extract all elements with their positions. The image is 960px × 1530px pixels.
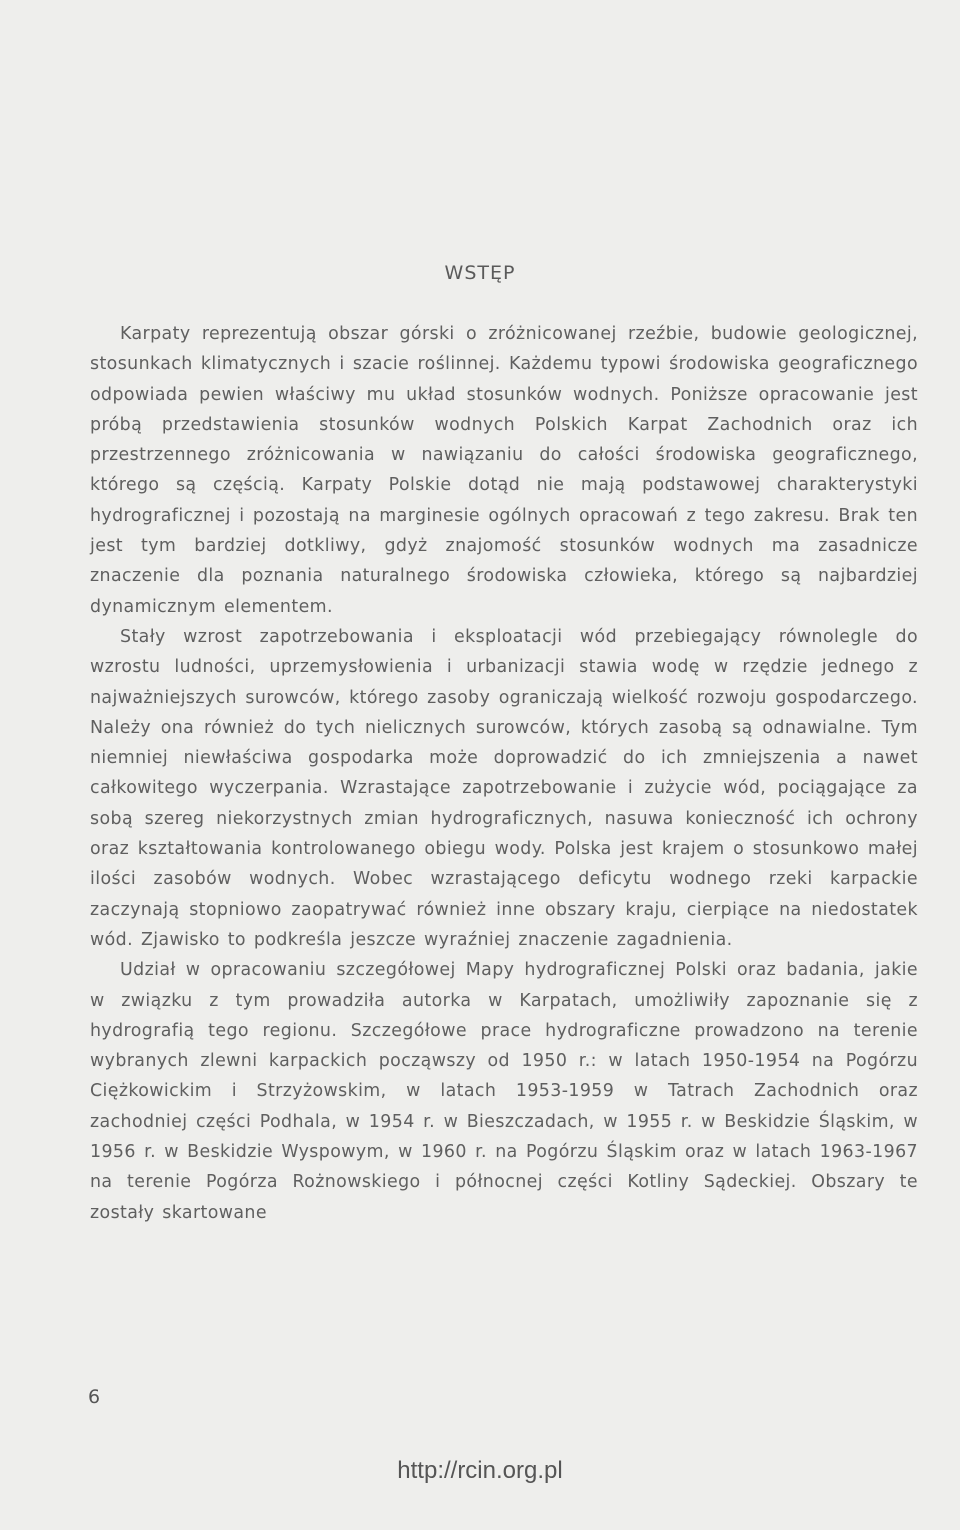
paragraph-1: Karpaty reprezentują obszar górski o zróżnicowanej rzeźbie, budowie geologicznej, stosunkach klimatycznych i szacie roślinnej. Każdemu typowi środowiska geograficznego odpowiada pewien właściwy mu układ stosunków wodnych. Poniższe opracowanie jest próbą przedstawienia stosunków wodnych Polskich Karpat Zachodnich oraz ich przestrzennego zróżnicowania w nawiązaniu do całości środowiska geograficznego, którego są częścią. Karpaty Polskie dotąd nie mają podstawowej charakterystyki hydrograficznej i pozostają na marginesie ogólnych opracowań z tego zakresu. Brak ten jest tym bardziej dotkliwy, gdyż znajomość stosunków wodnych ma zasadnicze znaczenie dla poznania naturalnego środowiska człowieka, którego są najbardziej dynamicznym elementem. <box>90 324 918 617</box>
body-text <box>90 319 918 1228</box>
paragraph-3: Udział w opracowaniu szczegółowej Mapy hydrograficznej Polski oraz badania, jakie w związku z tym prowadziła autorka w Karpatach, umożliwiły zapoznanie się z hydrografią tego regionu. Szczegółowe prace hydrograficzne prowadzono na terenie wybranych zlewni karpackich począwszy od 1950 r.: w latach 1950-1954 na Pogórzu Ciężkowickim i Strzyżowskim, w latach 1953-1959 w Tatrach Zachodnich oraz zachodniej części Podhala, w 1954 r. w Bieszczadach, w 1955 r. w Beskidzie Śląskim, w 1956 r. w Beskidzie Wyspowym, w 1960 r. na Pogórzu Śląskim oraz w latach 1963-1967 na terenie Pogórza Rożnowskiego i północnej części Kotliny Sądeckiej. Obszary te zostały skartowane <box>90 960 918 1223</box>
footer-url: http://rcin.org.pl <box>397 1457 563 1484</box>
page-number: 6 <box>88 1386 101 1408</box>
section-heading: WSTĘP <box>444 262 516 284</box>
paragraph-2: Stały wzrost zapotrzebowania i eksploatacji wód przebiegający równolegle do wzrostu ludności, uprzemysłowienia i urbanizacji stawia wodę w rzędzie jednego z najważniejszych surowców, którego zasoby ograniczają wielkość rozwoju gospodarczego. Należy ona również do tych nielicznych surowców, których zasobą są odnawialne. Tym niemniej niewłaściwa gospodarka może doprowadzić do ich zmniejszenia a nawet całkowitego wyczerpania. Wzrastające zapotrzebowanie i zużycie wód, pociągające za sobą szereg niekorzystnych zmian hydrograficznych, nasuwa konieczność ich ochrony oraz kształtowania kontrolowanego obiegu wody. Polska jest krajem o stosunkowo małej ilości zasobów wodnych. Wobec wzrastającego deficytu wodnego rzeki karpackie zaczynają stopniowo zaopatrywać również inne obszary kraju, cierpiące na niedostatek wód. Zjawisko to podkreśla jeszcze wyraźniej znaczenie zagadnienia. <box>90 626 918 950</box>
